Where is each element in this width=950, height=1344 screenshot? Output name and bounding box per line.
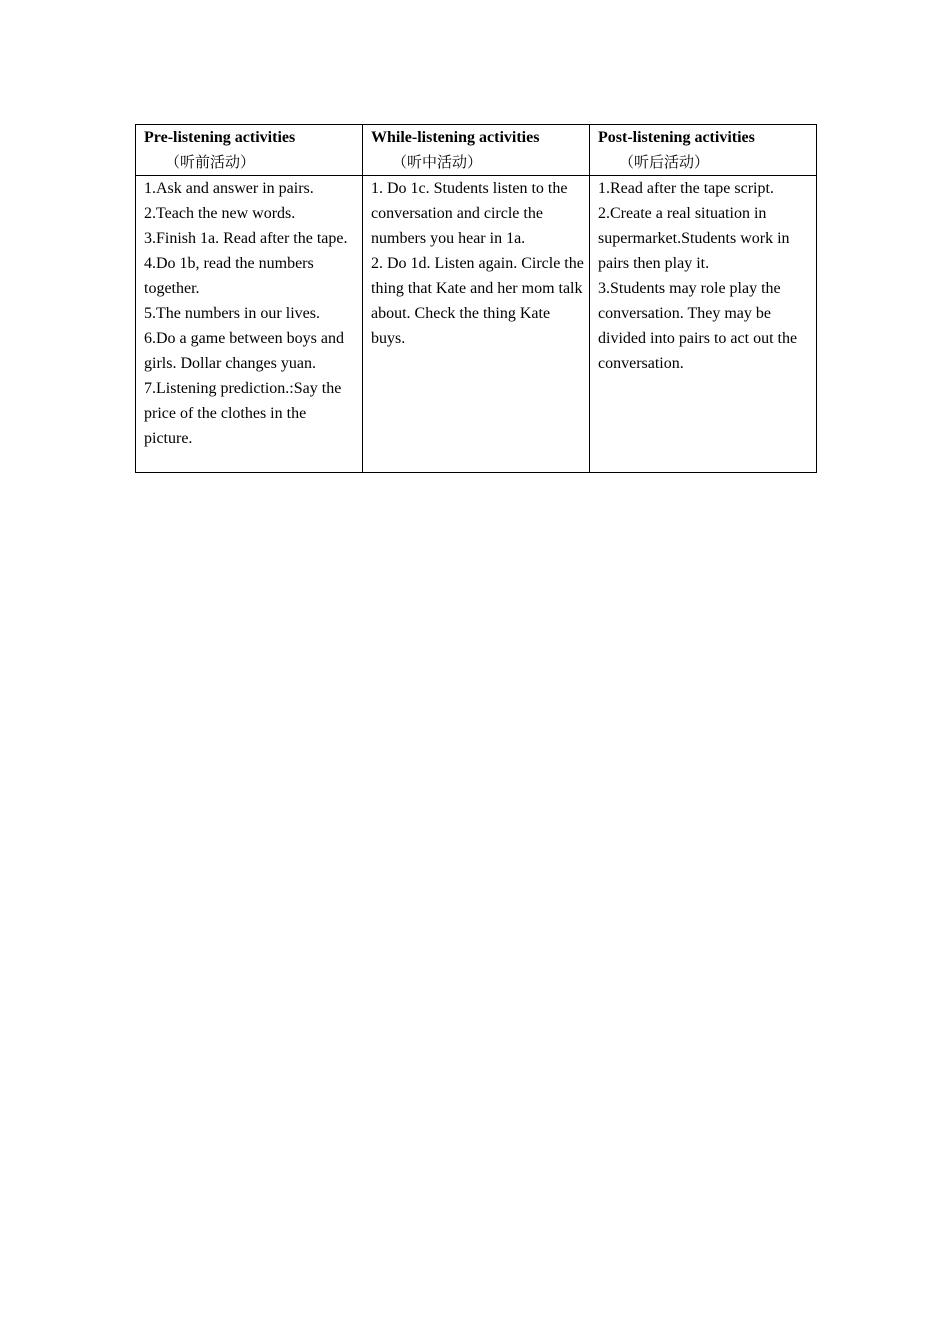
list-item: 5.The numbers in our lives. [144, 305, 320, 322]
header-while-listening [363, 125, 590, 176]
list-item: 7.Listening prediction.:Say the price of the clothes in the picture. [144, 380, 342, 447]
list-item: 3.Students may role play the conversation. They may be divided into pairs to act out the conversation. [598, 280, 798, 372]
header-while-listening-subtitle: （听中活动） [392, 153, 483, 171]
header-pre-listening-subtitle: （听前活动） [165, 153, 256, 171]
cell-while-listening [363, 176, 590, 473]
list-item: 4.Do 1b, read the numbers together. [144, 255, 314, 297]
header-post-listening [590, 125, 817, 176]
header-post-listening-title: Post-listening activities [598, 129, 755, 146]
cell-post-listening [590, 176, 817, 473]
list-item: 1.Ask and answer in pairs. [144, 180, 314, 197]
list-item: 1.Read after the tape script. [598, 180, 774, 197]
header-pre-listening-title: Pre-listening activities [144, 129, 296, 146]
list-item: 3.Finish 1a. Read after the tape. [144, 230, 348, 247]
list-item: 1. Do 1c. Students listen to the conversation and circle the numbers you hear in 1a. [371, 180, 568, 247]
table-body-row [136, 176, 817, 473]
header-pre-listening [136, 125, 363, 176]
list-item: 2.Create a real situation in supermarket.Students work in pairs then play it. [598, 205, 790, 272]
table-header-row [136, 125, 817, 176]
header-post-listening-subtitle: （听后活动） [619, 153, 710, 171]
cell-pre-listening [136, 176, 363, 473]
listening-activities-table [135, 124, 817, 473]
list-item: 2. Do 1d. Listen again. Circle the thing that Kate and her mom talk about. Check the thing Kate buys. [371, 255, 584, 347]
list-item: 6.Do a game between boys and girls. Dollar changes yuan. [144, 330, 344, 372]
header-while-listening-title: While-listening activities [371, 129, 540, 146]
list-item: 2.Teach the new words. [144, 205, 296, 222]
